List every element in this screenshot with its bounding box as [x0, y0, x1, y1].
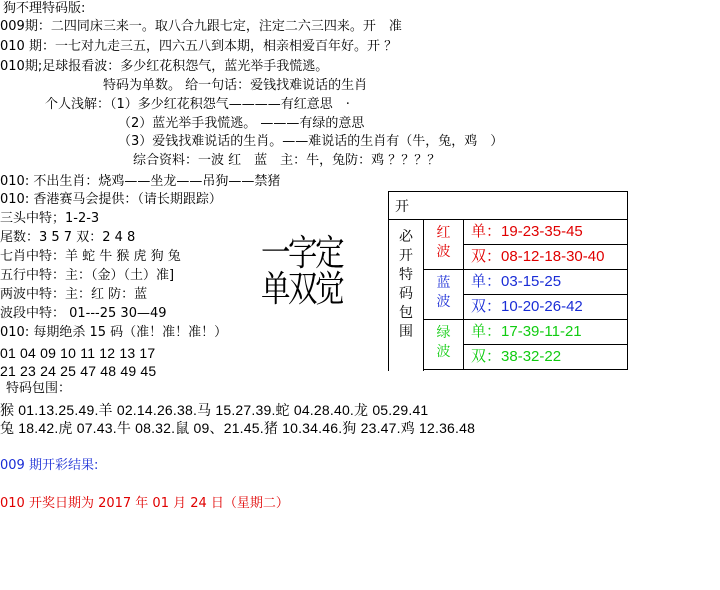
text-line-7: （3）爱钱找难说话的生肖。——难说话的生肖有（牛，兔，鸡 ）: [118, 134, 504, 149]
text-line-4: 特码为单数。 给一句话：爱钱找难说话的生肖: [103, 78, 368, 93]
box-header: [388, 191, 628, 220]
wave-label-cell: [424, 270, 464, 320]
wave-number-row: [464, 345, 628, 370]
wave-number-row: [464, 245, 628, 270]
parity-label: 双: [471, 298, 487, 315]
parity-separator: ：: [486, 298, 502, 315]
text-line-17: 010: 每期绝杀 15 码（准！准！准！）: [0, 325, 228, 340]
parity-label: 单: [471, 273, 487, 290]
wave-number-row: [464, 270, 628, 295]
wave-label-cell: [424, 220, 464, 270]
text-line-2: 010 期：一七对九走三五，四六五八到本期，相亲相爱百年好。开 ？: [0, 39, 398, 54]
text-line-9: 010: 不出生肖：烧鸡——坐龙——吊狗——禁猪: [0, 174, 281, 189]
text-line-12: 尾数：3 5 7 双：2 4 8: [0, 230, 136, 245]
wave-number-row: [464, 220, 628, 245]
zodiac-line-2: 兔 18.42.虎 07.43.牛 08.32.鼠 09、21.45.猪 10.34.46.狗 23.47.鸡 12.36.48: [0, 420, 476, 436]
text-line-6: （2）蓝光举手我慌逃。 ———有绿的意思: [118, 116, 365, 131]
wave-label: 红波: [436, 225, 451, 260]
number-line-1: 01 04 09 10 11 12 13 17: [0, 345, 156, 361]
wave-label-cell: [424, 320, 464, 370]
zodiac-line-1: 猴 01.13.25.49.羊 02.14.26.38.马 15.27.39.蛇 04.28.40.龙 05.29.41: [0, 402, 429, 418]
parity-label: 双: [471, 248, 487, 265]
text-line-16: 波段中特： 01---25 30—49: [0, 306, 167, 321]
parity-label: 双: [471, 348, 487, 365]
result-heading: 009 期开彩结果:: [0, 458, 99, 473]
wave-numbers: 08-12-18-30-40: [501, 248, 605, 265]
parity-separator: ：: [486, 223, 502, 240]
text-line-13: 七肖中特：羊 蛇 牛 猴 虎 狗 兔: [0, 249, 181, 264]
parity-label: 单: [471, 323, 487, 340]
parity-label: 单: [471, 223, 487, 240]
parity-separator: ：: [486, 273, 502, 290]
text-line-20: 特码包围：: [6, 381, 72, 396]
box-left-label: 必开特码包围: [399, 229, 413, 340]
parity-separator: ：: [486, 248, 502, 265]
wave-label: 蓝波: [436, 275, 451, 310]
wave-number-row: [464, 320, 628, 345]
parity-separator: ：: [486, 348, 502, 365]
wave-number-row: [464, 295, 628, 320]
text-line-1: 009期：二四同床三来一。取八合九跟七定，注定二六三四来。开 准: [0, 19, 402, 34]
wave-label: 绿波: [436, 325, 451, 360]
big-title: 一字定单双觉: [260, 233, 343, 310]
text-line-5: 个人浅解：（1）多少红花积怨气————有红意思 ·: [45, 97, 350, 112]
wave-numbers: 17-39-11-21: [501, 323, 582, 340]
text-line-11: 三头中特；1-2-3: [0, 211, 100, 226]
box-left-label-cell: [388, 220, 424, 371]
wave-numbers: 03-15-25: [501, 273, 562, 290]
number-line-2: 21 23 24 25 47 48 49 45: [0, 363, 157, 379]
wave-numbers: 19-23-35-45: [501, 223, 583, 240]
box-header-label: 开: [395, 199, 409, 215]
header-title: 狗不理特码版:: [3, 1, 86, 16]
text-line-3: 010期;足球报看波：多少红花积怨气，蓝光举手我慌逃。: [0, 59, 329, 74]
prediction-box: [388, 191, 628, 371]
text-line-8: 综合资料：一波 红 蓝 主：牛，兔防：鸡 ？？？？: [133, 153, 441, 168]
text-line-15: 两波中特：主：红 防：蓝: [0, 287, 148, 302]
wave-numbers: 38-32-22: [501, 348, 562, 365]
text-line-10: 010: 香港赛马会提供：（请长期跟踪）: [0, 192, 222, 207]
parity-separator: ：: [486, 323, 502, 340]
draw-date-line: 010 开奖日期为 2017 年 01 月 24 日（星期二）: [0, 496, 289, 511]
wave-numbers: 10-20-26-42: [501, 298, 583, 315]
text-line-14: 五行中特：主：（金）（土）准]: [0, 268, 175, 283]
